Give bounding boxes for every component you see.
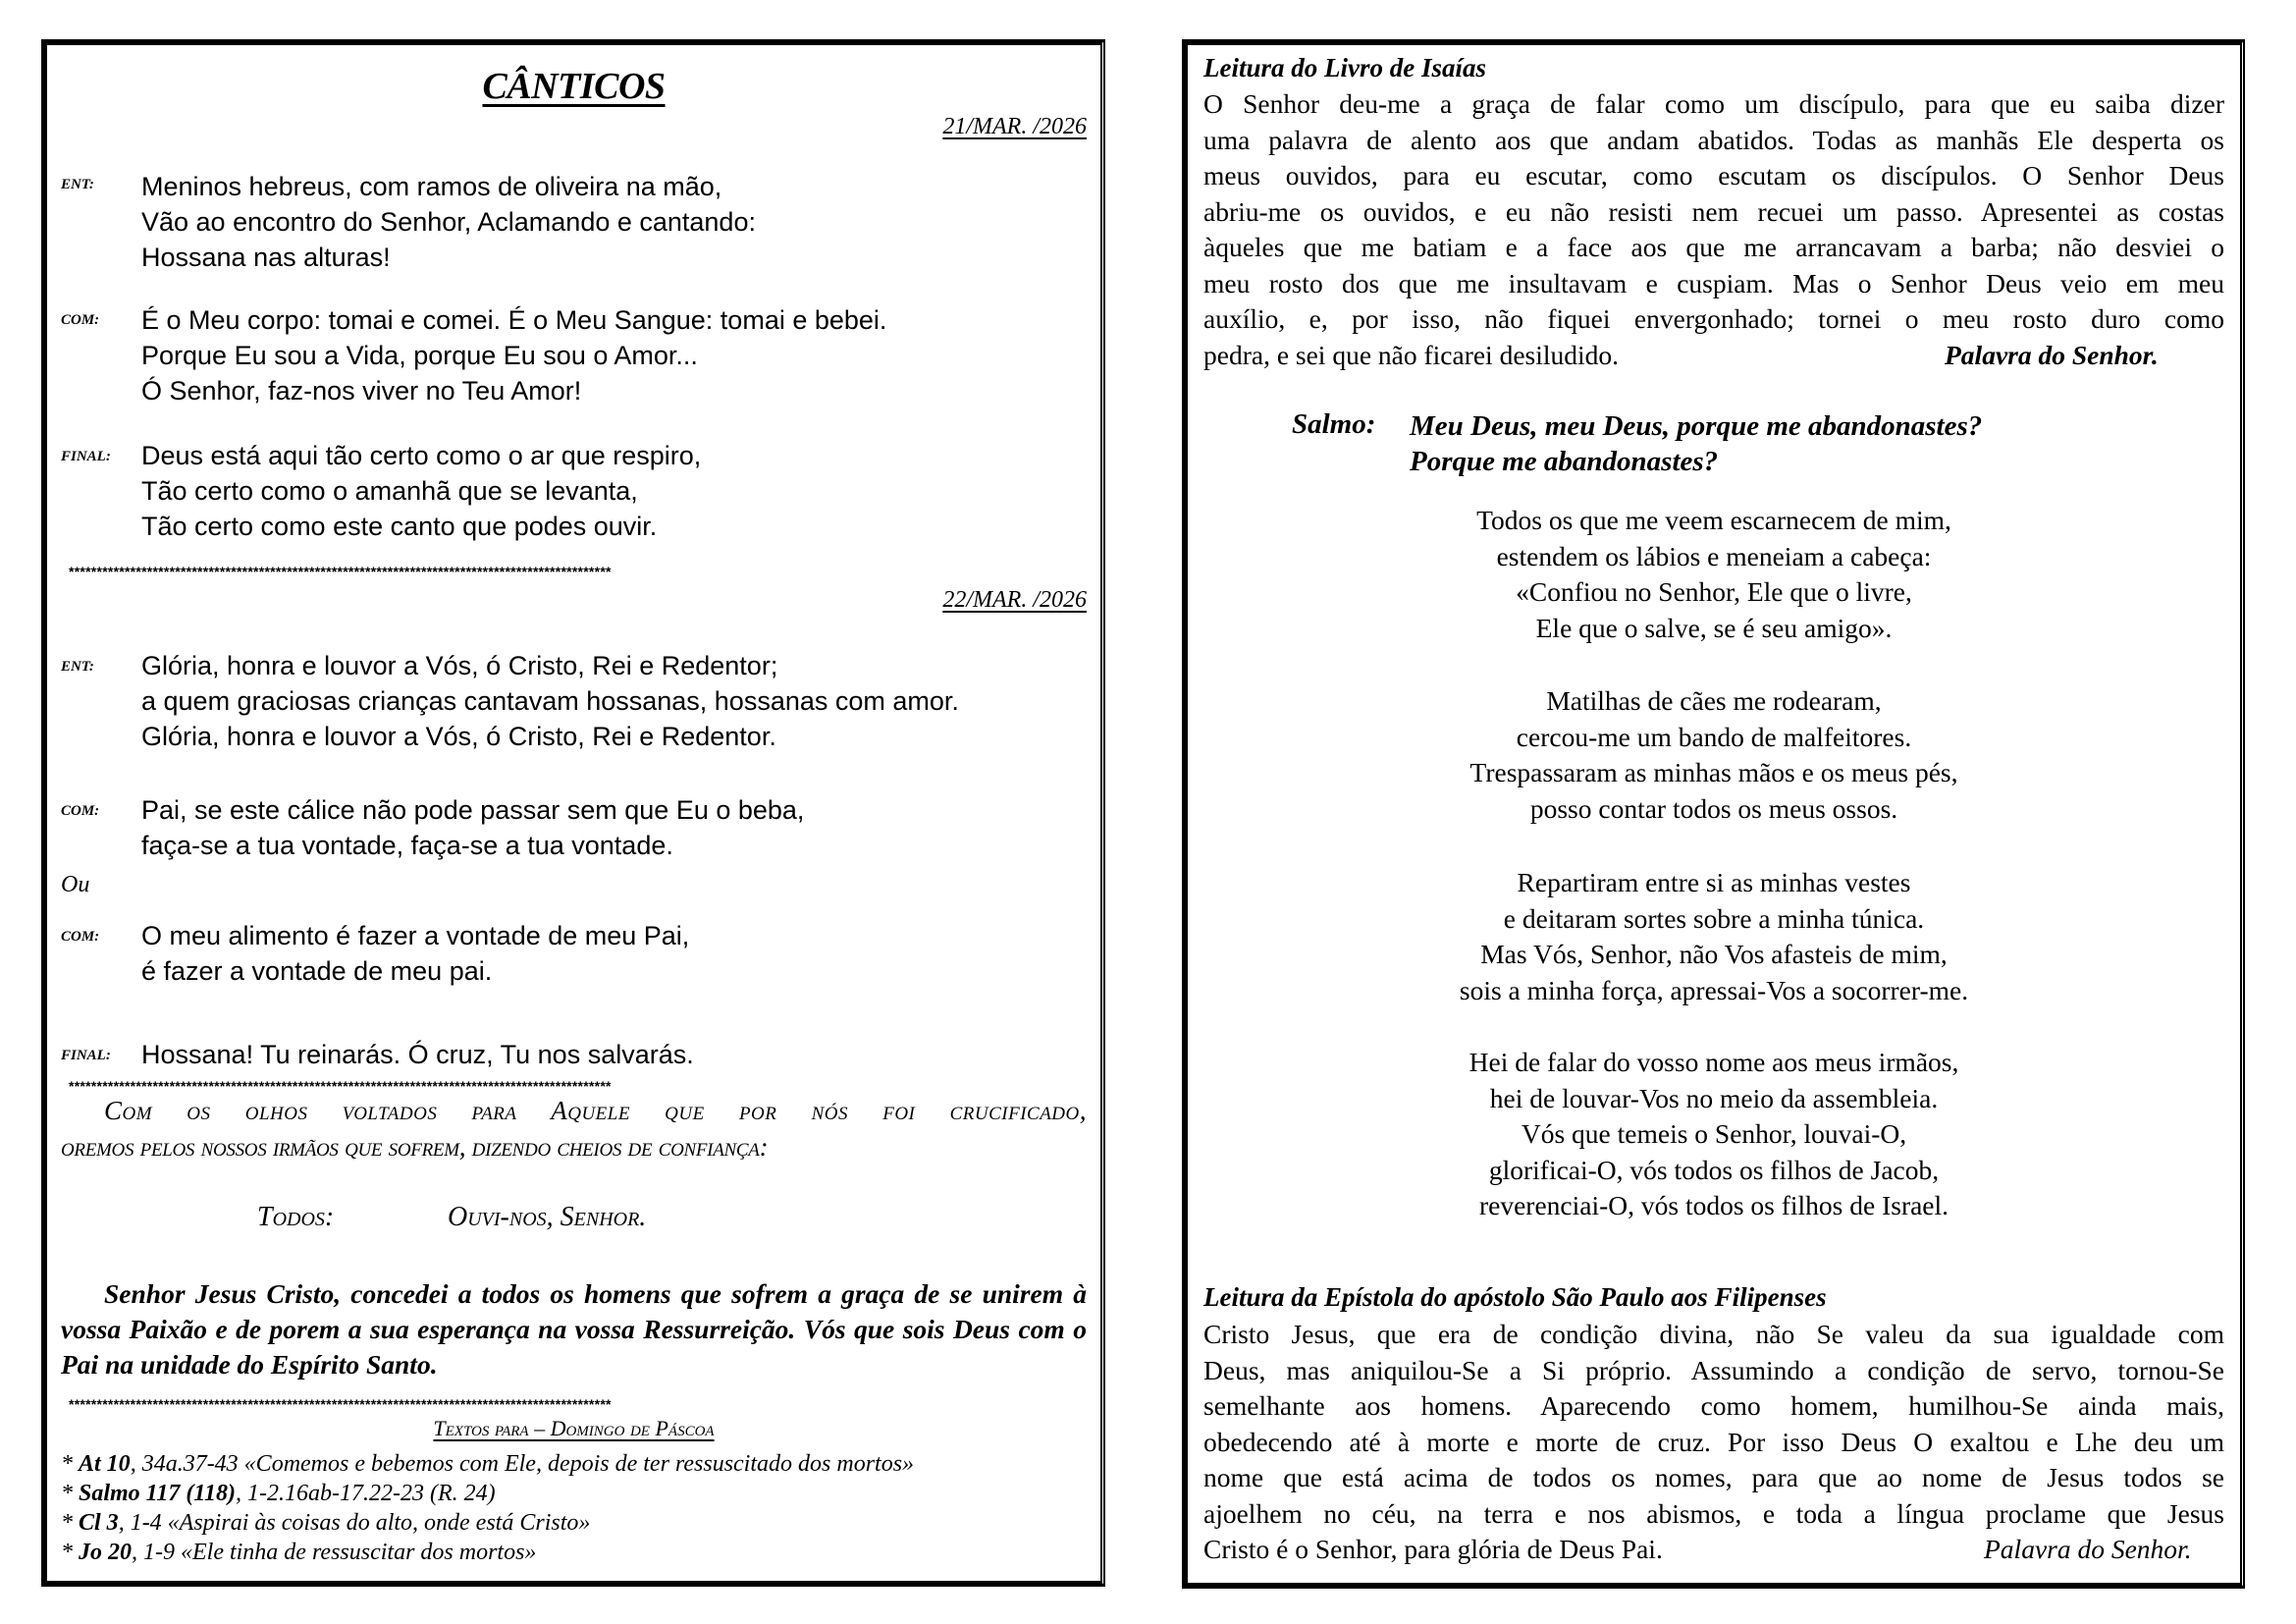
reading2-closing: Palavra do Senhor. [1984,1534,2192,1564]
psalm-response [1410,408,1982,479]
reading1-line: meus ouvidos, para eu escutar, como escutam os discípulos. O Senhor Deus [1203,160,2224,190]
date-2: 22/MAR. /2026 [942,587,1087,613]
page-title: CÂNTICOS [482,66,666,107]
closing-prayer-text: Senhor Jesus Cristo, concedei a todos os homens que sofrem a graça de se unirem à vossa Paixão e de porem a sua esperança na vossa Ressurreição. Vós que sois Deus com o Pai na unidade do Espírito Santo. [61,1278,1087,1380]
song-line: Meninos hebreus, com ramos de oliveira na mão, [141,172,722,201]
psalm-stanza [1188,503,2240,646]
separator: ************************************************************************************************* [69,1396,612,1412]
song-line: Porque Eu sou a Vida, porque Eu sou o Amor... [141,341,698,370]
psalm-stanza [1188,865,2240,1008]
reading-ref: * Jo 20, 1-9 «Ele tinha de ressuscitar dos mortos» [61,1540,537,1565]
separator: ************************************************************************************************* [69,1078,612,1094]
psalm-line: Repartiram entre si as minhas vestes [1517,867,1911,897]
psalm-stanza [1188,683,2240,827]
psalm-line: Todos os que me veem escarnecem de mim, [1476,505,1951,535]
song-line: Hossana! Tu reinarás. Ó cruz, Tu nos salvarás. [141,1040,694,1069]
prayer-invitation [61,1096,1087,1163]
song-entrada-2 [141,648,959,754]
reading2-line: Deus, mas aniquilou-Se a Si próprio. Assumindo a condição de servo, tornou-Se [1203,1354,2224,1385]
reading1-body [1203,86,2224,373]
song-label: ENT: [61,177,94,192]
reading2-line: Cristo é o Senhor, para glória de Deus Pai. [1203,1534,1663,1564]
reading1-line: auxílio, e, por isso, não fiquei envergonhado; tornei o meu rosto duro como [1203,303,2224,334]
canticos-panel [41,39,1105,1587]
response-label: Todos: [257,1202,335,1232]
psalm-line: e deitaram sortes sobre a minha túnica. [1503,902,1925,934]
song-label: FINAL: [61,1048,111,1063]
psalm-response-line: Porque me abandonastes? [1410,446,1719,477]
reading1-heading: Leitura do Livro de Isaías [1203,53,1486,82]
song-line: É o Meu corpo: tomai e comei. É o Meu Sangue: tomai e bebei. [141,305,887,335]
song-label: COM: [61,803,100,819]
prayer-invitation-line: Com os olhos voltados para Aquele que por nós foi crucificado, [104,1096,1087,1125]
readings-panel [1182,39,2245,1589]
reading1-line: meu rosto dos que me insultavam e cuspiam. Mas o Senhor Deus veio em meu [1203,267,2224,298]
reading-ref: * Cl 3, 1-4 «Aspirai às coisas do alto, onde está Cristo» [61,1510,591,1536]
song-comunhao-2b [141,918,689,989]
reading2-line: Cristo Jesus, que era de condição divina, não Se valeu da sua igualdade com [1203,1319,2224,1349]
song-comunhao-2a [141,792,804,863]
psalm-line: reverenciai-O, vós todos os filhos de Israel. [1478,1190,1949,1220]
psalm-line: «Confiou no Senhor, Ele que o livre, [1516,576,1912,607]
reading2-line: ajoelhem no céu, na terra e nos abismos, e toda a língua proclame que Jesus [1203,1497,2224,1529]
song-label: ENT: [61,659,94,675]
reading2-heading: Leitura da Epístola do apóstolo São Paulo aos Filipenses [1203,1282,1827,1312]
reading1-line: uma palavra de alento aos que andam abatidos. Todas as manhãs Ele desperta os [1203,124,2224,155]
song-line: Tão certo como o amanhã que se levanta, [141,476,638,506]
song-line: Tão certo como este canto que podes ouvir. [141,512,658,541]
psalm-line: Mas Vós, Senhor, não Vos afasteis de mim, [1480,939,1948,969]
song-final-1 [141,438,701,544]
psalm-line: Matilhas de cães me rodearam, [1546,685,1882,716]
response-text: Ouvi-nos, Senhor. [448,1202,647,1232]
psalm-line: sois a minha força, apressai-Vos a socorrer-me. [1459,974,1969,1005]
reading1-line: àqueles que me batiam e a face aos que me arrancavam a barba; não desviei o [1203,232,2224,262]
psalm-line: posso contar todos os meus ossos. [1529,792,1898,824]
song-final-2 [141,1037,694,1072]
psalm-line: Trespassaram as minhas mãos e os meus pés, [1469,757,1958,787]
song-line: é fazer a vontade de meu pai. [141,956,493,986]
or-label: Ou [61,872,90,897]
reading2-line: obedecendo até à morte e morte de cruz. Por isso Deus O exaltou e Lhe deu um [1203,1426,2224,1457]
song-entrada-1 [141,169,756,275]
reading1-line: pedra, e sei que não ficarei desiludido. [1203,339,1620,370]
song-line: Hossana nas alturas! [141,243,391,272]
song-line: O meu alimento é fazer a vontade de meu Pai, [141,921,690,950]
song-line: Pai, se este cálice não pode passar sem que Eu o beba, [141,795,805,825]
closing-prayer [61,1276,1087,1382]
song-line: Glória, honra e louvor a Vós, ó Cristo, Rei e Redentor; [141,651,778,680]
psalm-line: Vós que temeis o Senhor, louvai-O, [1521,1118,1907,1149]
reading-refs [61,1449,914,1567]
psalm-label: Salmo: [1292,408,1376,440]
separator: ************************************************************************************************* [69,564,612,579]
song-label: COM: [61,929,100,945]
readings-title: Textos para – Domingo de Páscoa [433,1416,715,1440]
reading2-line: nome que está acima de todos os nomes, para que ao nome de Jesus todos se [1203,1462,2224,1492]
song-line: faça-se a tua vontade, faça-se a tua vontade. [141,831,673,860]
reading-ref: * Salmo 117 (118), 1-2.16ab-17.22-23 (R. 24) [61,1481,496,1506]
song-label: FINAL: [61,449,111,464]
psalm-line: hei de louvar-Vos no meio da assembleia. [1489,1082,1939,1113]
date-1: 21/MAR. /2026 [942,114,1087,139]
reading2-last-line [1203,1532,2224,1568]
reading1-line: O Senhor deu-me a graça de falar como um discípulo, para que eu saiba dizer [1203,88,2224,119]
song-line: a quem graciosas crianças cantavam hossanas, hossanas com amor. [141,686,959,716]
reading2-body [1203,1317,2224,1568]
song-line: Ó Senhor, faz-nos viver no Teu Amor! [141,376,582,406]
song-comunhao-1 [141,302,886,408]
psalm-stanza [1188,1045,2240,1224]
reading2-line: semelhante aos homens. Aparecendo como homem, humilhou-Se ainda mais, [1203,1390,2224,1421]
reading1-line: abriu-me os ouvidos, e eu não resisti nem recuei um passo. Apresentei as costas [1203,195,2224,227]
reading1-last-line [1203,338,2224,374]
psalm-line: glorificai-O, vós todos os filhos de Jacob, [1488,1154,1940,1185]
reading1-closing: Palavra do Senhor. [1945,339,2159,370]
song-line: Vão ao encontro do Senhor, Aclamando e cantando: [141,207,756,237]
song-label: COM: [61,312,100,328]
psalm-line: Hei de falar do vosso nome aos meus irmãos, [1468,1047,1959,1077]
reading-ref: * At 10, 34a.37-43 «Comemos e bebemos com Ele, depois de ter ressuscitado dos mortos» [61,1451,915,1477]
psalm-response-line: Meu Deus, meu Deus, porque me abandonastes? [1410,410,1983,442]
psalm-line: Ele que o salve, se é seu amigo». [1535,612,1893,643]
psalm-line: cercou-me um bando de malfeitores. [1516,721,1912,752]
prayer-invitation-line: oremos pelos nossos irmãos que sofrem, dizendo cheios de confiança: [61,1132,769,1162]
psalm-line: estendem os lábios e meneiam a cabeça: [1496,540,1932,571]
song-line: Glória, honra e louvor a Vós, ó Cristo, Rei e Redentor. [141,722,776,751]
song-line: Deus está aqui tão certo como o ar que respiro, [141,441,702,470]
